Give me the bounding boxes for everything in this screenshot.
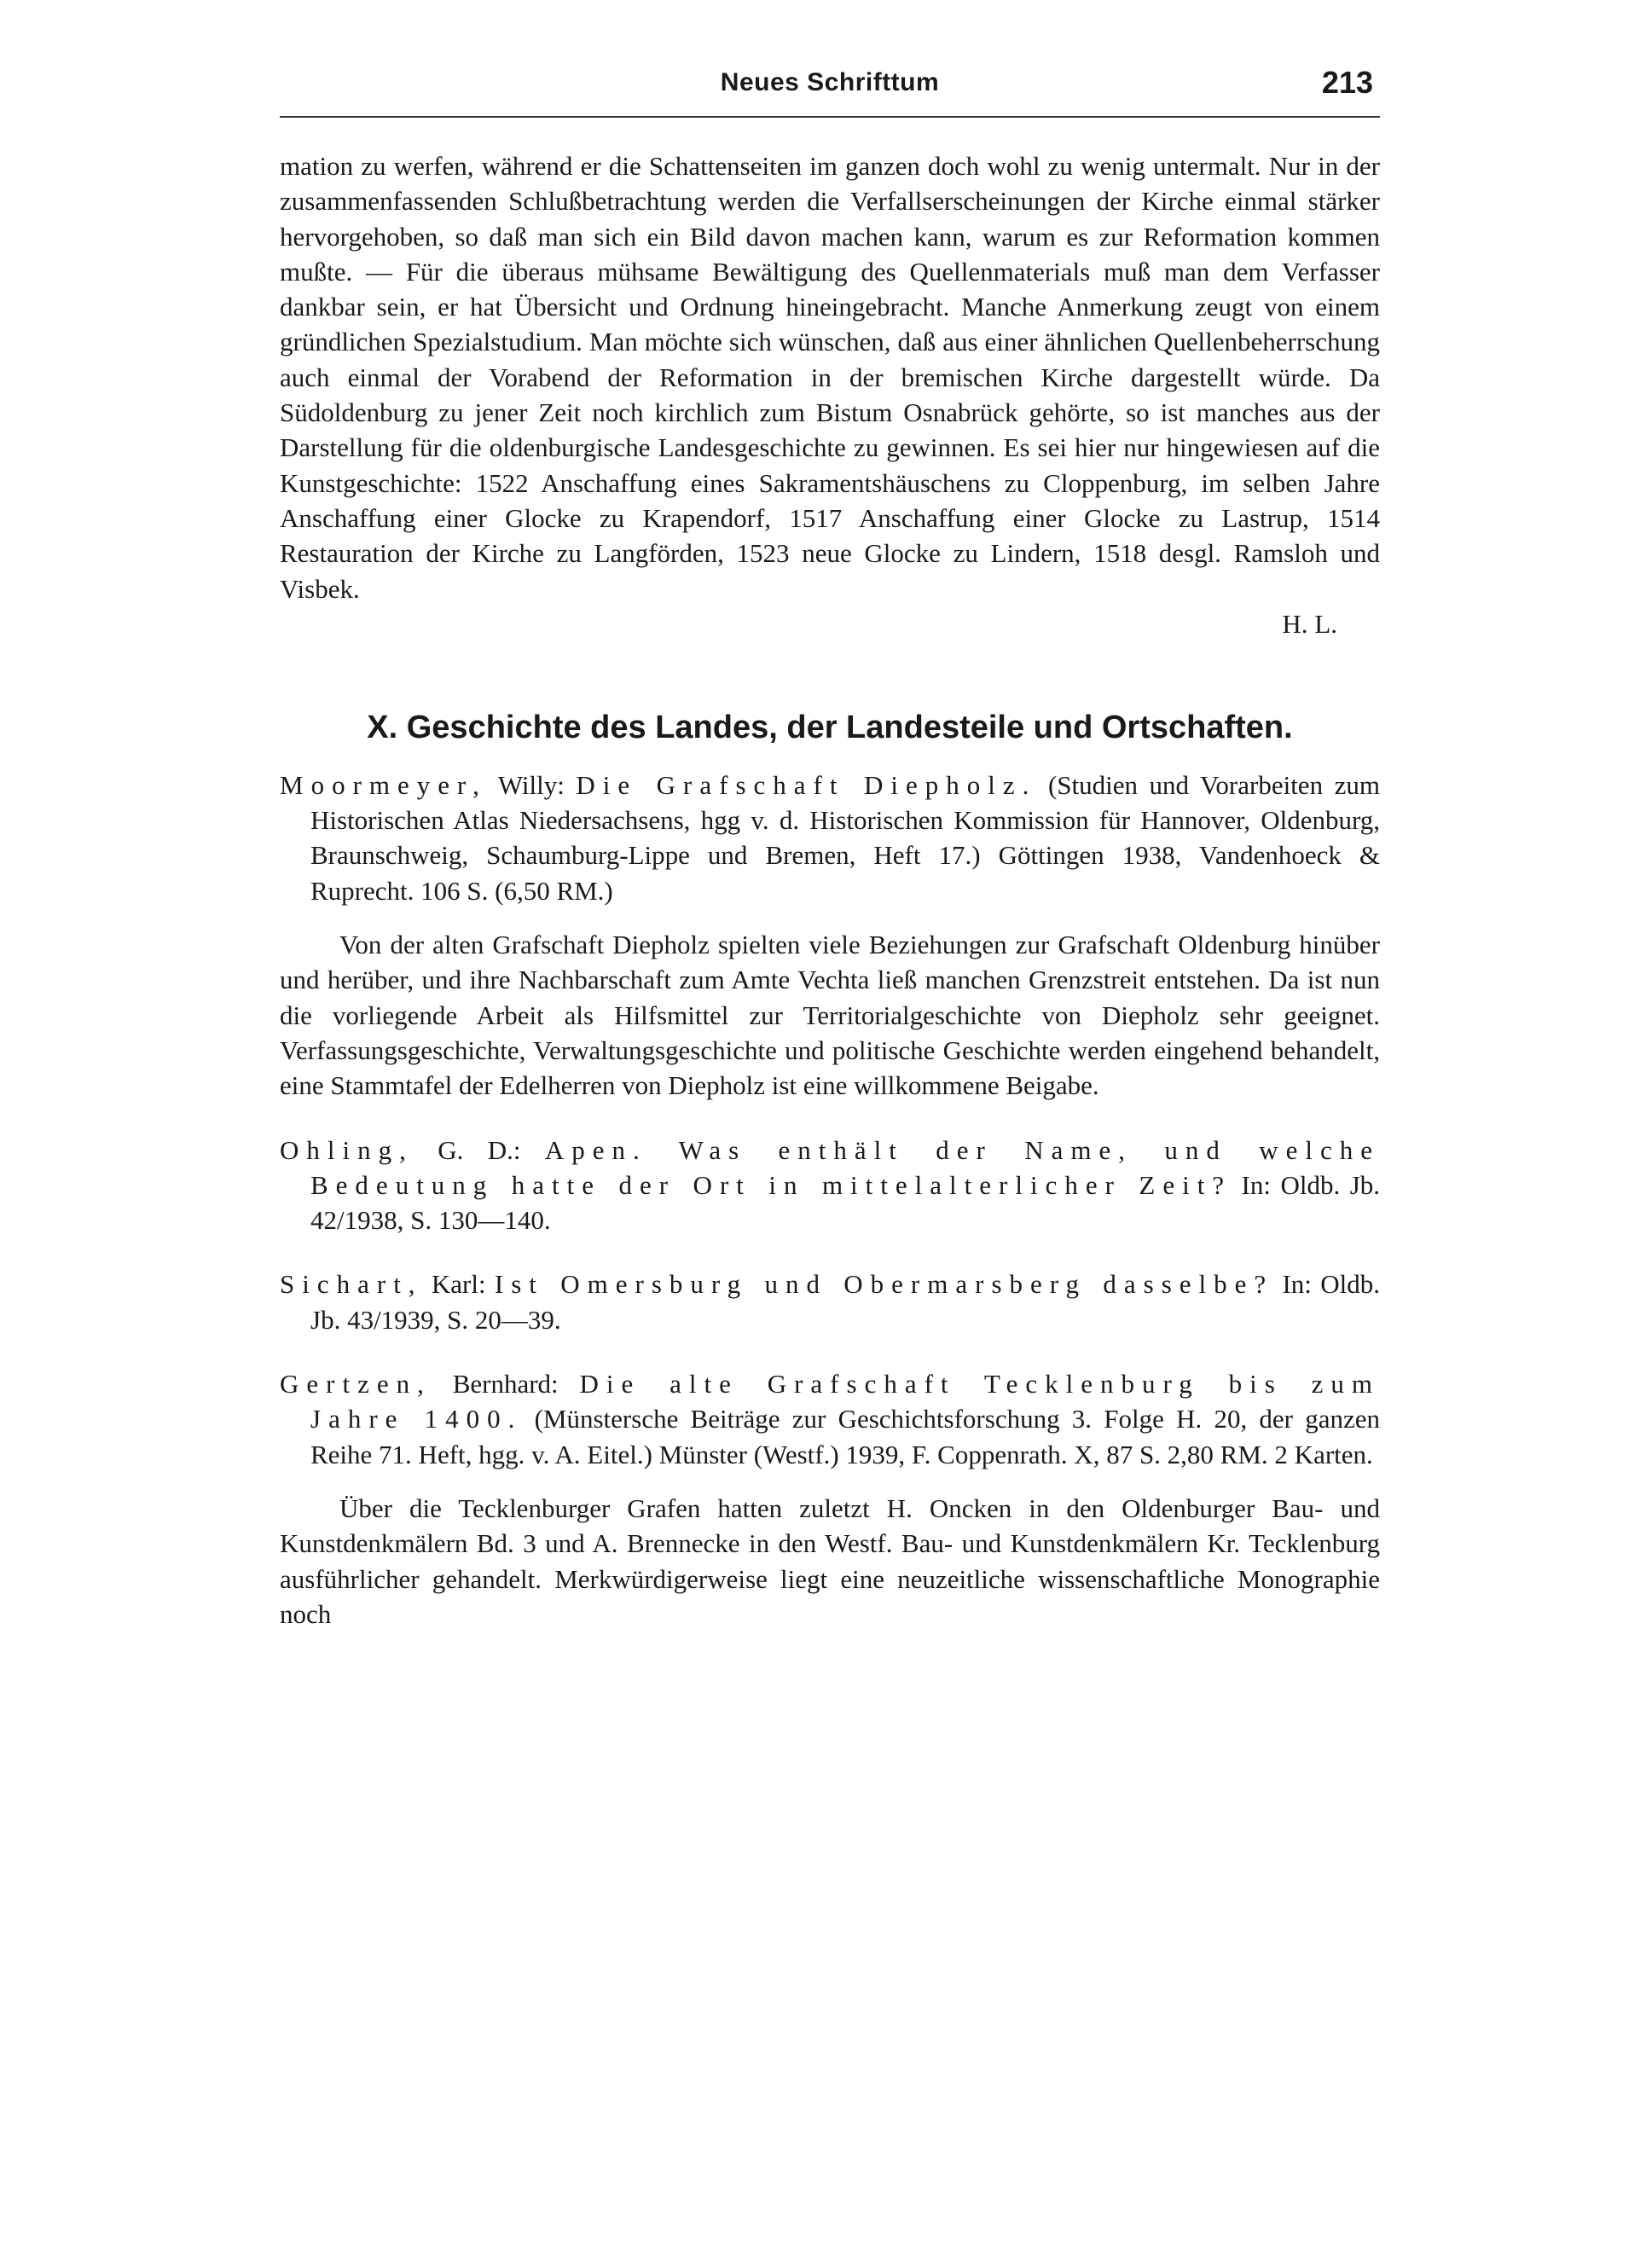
- entry-title: Die Grafschaft Diepholz.: [576, 769, 1037, 800]
- entry-author-given: Bernhard:: [431, 1369, 580, 1400]
- bibliography-entry-sichart: [280, 1266, 1380, 1337]
- bibliography-entry-ohling: [280, 1133, 1380, 1238]
- entry-details: In: Oldb. Jb. 42/1938, S. 130—140.: [310, 1169, 1381, 1236]
- running-header: [280, 60, 1380, 118]
- entry-author: Gertzen,: [280, 1369, 432, 1400]
- entry-details: In: Oldb. Jb. 43/1939, S. 20—39.: [310, 1269, 1380, 1335]
- entry-author-given: Willy:: [486, 769, 577, 800]
- book-page: [280, 60, 1380, 1631]
- entry-author-given: Karl:: [422, 1269, 495, 1300]
- entry-title: Ist Omersburg und Obermarsberg dasselbe?: [494, 1269, 1274, 1300]
- entry-title: Die alte Grafschaft Tecklenburg bis zum Jahre 1400.: [310, 1369, 1380, 1434]
- entry-author: Ohling,: [280, 1134, 414, 1165]
- entry-author: Moormeyer,: [280, 769, 487, 800]
- review-paragraph-moormeyer: Von der alten Grafschaft Diepholz spielten viele Beziehungen zur Grafschaft Oldenburg hinüber und herüber, und ihre Nachbarschaft zum Amte Vechta ließ manchen Grenzstreit entstehen. Da ist nun die vorliegende Arbeit als Hilfsmittel zur Territorialgeschichte von Diepholz sehr geeignet. Verfassungsgeschichte, Verwaltungsgeschichte und politische Geschichte werden eingehend behandelt, eine Stammtafel der Edelherren von Diepholz ist eine willkommene Beigabe.: [280, 930, 1380, 1101]
- review-paragraph-gertzen: Über die Tecklenburger Grafen hatten zuletzt H. Oncken in den Oldenburger Bau- und Kunstdenkmälern Bd. 3 und A. Brennecke in den Westf. Bau- und Kunstdenkmälern Kr. Tecklenburg ausführlicher gehandelt. Merkwürdigerweise liegt eine neuzeitliche wissenschaftliche Monographie noch: [280, 1492, 1380, 1629]
- entry-details: (Münstersche Beiträge zur Geschichtsforschung 3. Folge H. 20, der ganzen Reihe 71. Heft, hgg. v. A. Eitel.) Münster (Westf.) 1939, F. Coppenrath. X, 87 S. 2,80 RM. 2 Karten.: [310, 1404, 1381, 1469]
- entry-title: Apen. Was enthält der Name, und welche Bedeutung hatte der Ort in mittelalterlicher Zeit?: [310, 1134, 1380, 1200]
- bibliography-entry-moormeyer: [280, 768, 1380, 908]
- entry-details: (Studien und Vorarbeiten zum Historischen Atlas Niedersachsens, hgg v. d. Historischen Kommission für Hannover, Oldenburg, Braunschweig, Schaumburg-Lippe und Bremen, Heft 17.) Göttingen 1938, Vandenhoeck & Ruprecht. 106 S. (6,50 RM.): [310, 769, 1380, 906]
- entry-author-given: G. D.:: [413, 1134, 545, 1165]
- running-title: Neues Schrifttum: [720, 68, 940, 96]
- page-number: 213: [1321, 65, 1373, 100]
- entry-author: Sichart,: [280, 1269, 423, 1300]
- intro-paragraph: mation zu werfen, während er die Schattenseiten im ganzen doch wohl zu wenig untermalt. Nur in der zusammenfassenden Schlußbetrachtung werden die Verfallserscheinungen der Kirche einmal stärker hervorgehoben, so daß man sich ein Bild davon machen kann, warum es zur Reformation kommen mußte. — Für die überaus mühsame Bewältigung des Quellenmaterials muß man dem Verfasser dankbar sein, er hat Übersicht und Ordnung hineingebracht. Manche Anmerkung zeugt von einem gründlichen Spezialstudium. Man möchte sich wünschen, daß aus einer ähnlichen Quellenbeherrschung auch einmal der Vorabend der Reformation in der bremischen Kirche dargestellt würde. Da Südoldenburg zu jener Zeit noch kirchlich zum Bistum Osnabrück gehörte, so ist manches aus der Darstellung für die oldenburgische Landesgeschichte zu gewinnen. Es sei hier nur hingewiesen auf die Kunstgeschichte: 1522 Anschaffung eines Sakramentshäuschens zu Cloppenburg, im selben Jahre Anschaffung einer Glocke zu Krapendorf, 1517 Anschaffung einer Glocke zu Lastrup, 1514 Restauration der Kirche zu Langförden, 1523 neue Glocke zu Lindern, 1518 desgl. Ramsloh und Visbek.: [280, 151, 1380, 604]
- reviewer-initials: H. L.: [1282, 608, 1337, 639]
- bibliography-entry-gertzen: [280, 1366, 1380, 1472]
- section-heading: X. Geschichte des Landes, der Landesteile und Ortschaften.: [367, 709, 1293, 745]
